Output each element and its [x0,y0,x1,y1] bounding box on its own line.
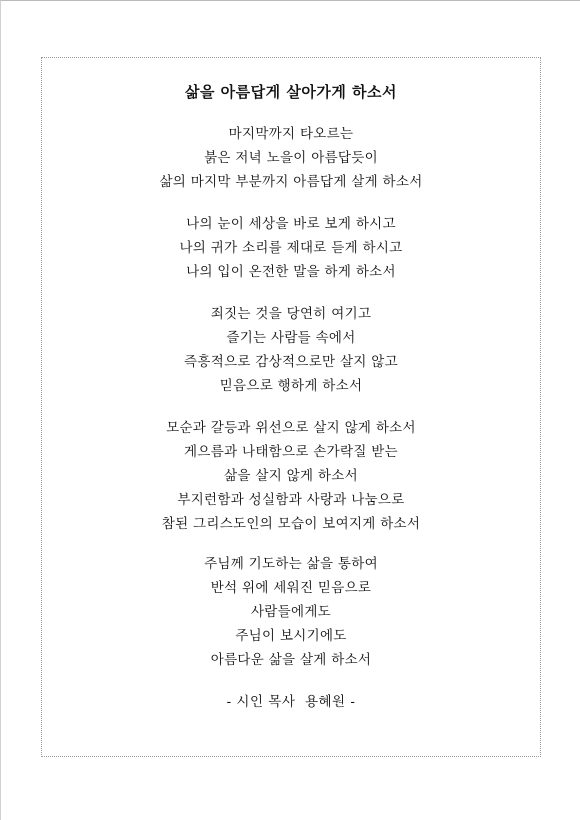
stanza-4 [42,416,540,536]
poem-line: 즐기는 사람들 속에서 [226,330,356,346]
poem-line: 모순과 갈등과 위선으로 살지 않게 하소서 [166,420,416,436]
poem-line: 주님께 기도하는 삶을 통하여 [204,556,378,572]
stanza-1 [42,122,540,194]
poem-line: 반석 위에 세워진 믿음으로 [210,580,372,596]
poem-line: 사람들에게도 [250,604,332,620]
poem-line: 나의 귀가 소리를 제대로 듣게 하시고 [179,240,403,256]
poem-line: 주님이 보시기에도 [235,628,347,644]
poem-line: 삶의 마지막 부분까지 아름답게 살게 하소서 [159,174,423,190]
stanza-5 [42,552,540,672]
poem-line: 참된 그리스도인의 모습이 보여지게 하소서 [161,516,421,532]
poem-line: 죄짓는 것을 당연히 여기고 [210,306,372,322]
poem-line: 삶을 살지 않게 하소서 [224,468,358,484]
poem-line: 즉흥적으로 감상적으로만 살지 않고 [184,354,398,370]
poem-line: 나의 입이 온전한 말을 하게 하소서 [186,264,396,280]
stanza-3 [42,302,540,398]
poem-title: 삶을 아름답게 살아가게 하소서 [184,83,398,101]
poem-line: 믿음으로 행하게 하소서 [219,378,363,394]
document-page [41,57,541,757]
poem-line: 마지막까지 타오르는 [228,126,354,142]
poem-line: 나의 눈이 세상을 바로 보게 하시고 [186,216,396,232]
poem-line: 부지런함과 성실함과 사랑과 나눔으로 [177,492,405,508]
poem-line: 게으름과 나태함으로 손가락질 받는 [184,444,398,460]
stanza-2 [42,212,540,284]
poem-line: 붉은 저녁 노을이 아름답듯이 [204,150,378,166]
poem-author: - 시인 목사 용혜원 - [226,694,356,710]
poem-line: 아름다운 삶을 살게 하소서 [210,652,372,668]
